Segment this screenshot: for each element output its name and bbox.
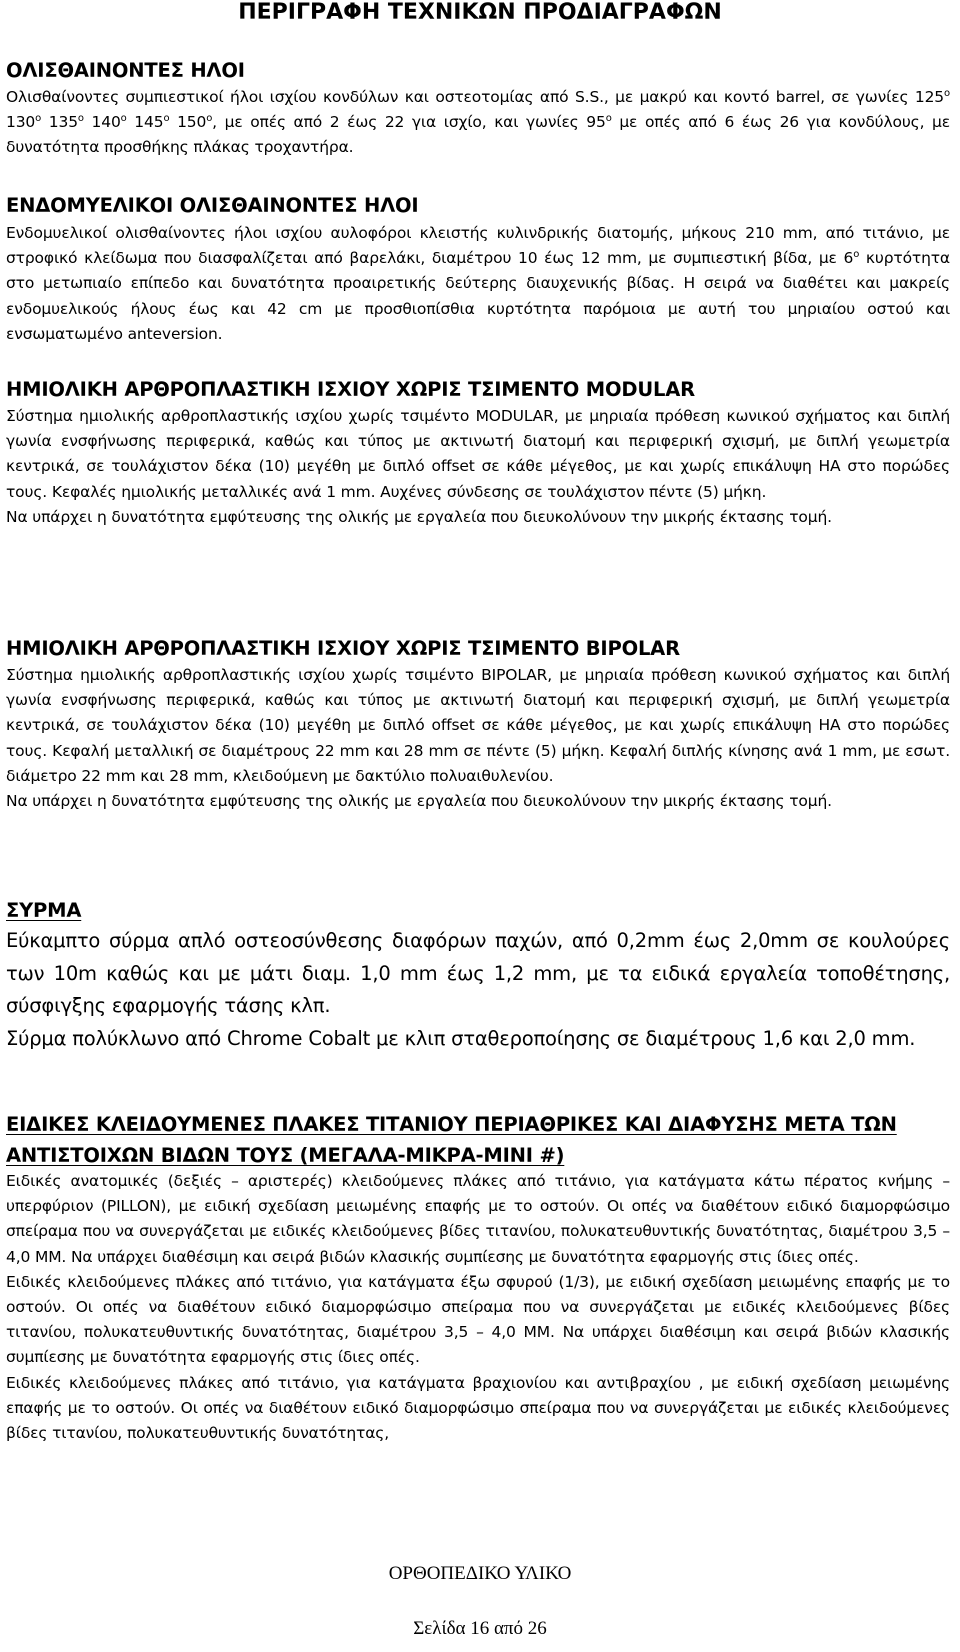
section-paragraph: Να υπάρχει η δυνατότητα εμφύτευσης της ολικής με εργαλεία που διευκολύνουν την μικρής έκτασης τομή. bbox=[6, 792, 832, 811]
section-locking-plates bbox=[6, 1109, 950, 1446]
section-heading: ΟΛΙΣΘΑΙΝΟΝΤΕΣ ΗΛΟΙ bbox=[6, 59, 245, 82]
section-paragraph: Ειδικές κλειδούμενες πλάκες από τιτάνιο, για κατάγματα έξω σφυρού (1/3), με ειδική σχεδίαση μειωμένης επαφής με το οστούν. Οι οπές να διαθέτουν ειδικό διαμορφώσιμο σπείραμα που να συνεργάζεται με ειδικές κλειδούμενες βίδες τιτανίου, πολυκατευθυντικής δυνατότητας, διαμέτρου 3,5 – 4,0 ΜΜ. Να υπάρχει διαθέσιμη και σειρά βιδών κλασικής συμπίεσης με δυνατότητα εφαρμογής στις ίδιες οπές. bbox=[6, 1272, 950, 1367]
section-heading: ΗΜΙΟΛΙΚΗ ΑΡΘΡΟΠΛΑΣΤΙΚΗ ΙΣΧΙΟΥ ΧΩΡΙΣ ΤΣΙΜΕΝΤΟ MODULAR bbox=[6, 378, 695, 401]
page-number: Σελίδα 16 από 26 bbox=[413, 1618, 547, 1639]
section-intramedullary-nails bbox=[6, 193, 950, 347]
section-paragraph: Ειδικές κλειδούμενες πλάκες από τιτάνιο, για κατάγματα βραχιονίου και αντιβραχίου , με ειδική σχεδίαση μειωμένης επαφής με το οστούν. Οι οπές να διαθέτουν ειδικό διαμορφώσιμο σπείραμα που να συνεργάζεται με ειδικές κλειδούμενες βίδες τιτανίου, πολυκατευθυντικής δυνατότητας, bbox=[6, 1373, 950, 1443]
section-modular-hemiarthroplasty bbox=[6, 377, 950, 530]
section-paragraph: Σύστημα ημιολικής αρθροπλαστικής ισχίου χωρίς τσιμέντο MODULAR, με μηριαία πρόθεση κωνικού σχήματος και διπλή γωνία ενσφήνωσης περιφερικά, καθώς και τύπος με ακτινωτή διατομή και περιφερική σχισμή, με διπλή γεωμετρία κεντρικά, σε τουλάχιστον δέκα (10) μεγέθη με διπλό offset σε κάθε μέγεθος, με και χωρίς επικάλυψη HA στο πορώδες τους. Κεφαλές ημιολικής μεταλλικές ανά 1 mm. Αυχένες σύνδεσης σε τουλάχιστον πέντε (5) μήκη. bbox=[6, 407, 950, 501]
section-paragraph: Ενδομυελικοί ολισθαίνοντες ήλοι ισχίου αυλοφόροι κλειστής κυλινδρικής διατομής, μήκους 210 mm, από τιτάνιο, με στροφικό κλείδωμα που διασφαλίζεται από βαρελάκι, διαμέτρου 10 έως 12 mm, με συμπιεστική βίδα, με $6^o$ κυρτότητα στο μετωπιαίο επίπεδο και δυνατότητα προαιρετικής δεύτερης διαυχενικής βίδας. Η σειρά να διαθέτει και μακρείς ενδομυελικούς ήλους έως και 42 cm με προσθιοπίσθια κυρτότητα παρόμοια με αυτή του μηριαίου οστού και ενσωματωμένο anteversion. bbox=[6, 224, 951, 343]
section-heading: ΗΜΙΟΛΙΚΗ ΑΡΘΡΟΠΛΑΣΤΙΚΗ ΙΣΧΙΟΥ ΧΩΡΙΣ ΤΣΙΜΕΝΤΟ BIPOLAR bbox=[6, 637, 680, 660]
section-paragraph: Ολισθαίνοντες συμπιεστικοί ήλοι ισχίου κονδύλων και οστεοτομίας από S.S., με μακρύ και κοντό barrel, σε γωνίες $125^o$ $130^o$ $135^o$ $140^o$ $145^o$ $150^o$, με οπές από 2 έως 22 για ισχίο, και γωνίες $95^o$ με οπές από 6 έως 26 για κονδύλους, με δυνατότητα προσθήκης πλάκας τροχαντήρα. bbox=[6, 87, 950, 157]
section-paragraph: Σύρμα πολύκλωνο από Chrome Cobalt με κλιπ σταθεροποίησης σε διαμέτρους 1,6 και 2,0 mm. bbox=[6, 1026, 916, 1050]
section-bipolar-hemiarthroplasty bbox=[6, 636, 950, 814]
section-paragraph: Να υπάρχει η δυνατότητα εμφύτευσης της ολικής με εργαλεία που διευκολύνουν την μικρής έκτασης τομή. bbox=[6, 507, 832, 526]
section-wire bbox=[6, 898, 950, 1055]
section-sliding-nails bbox=[6, 58, 950, 161]
section-heading: ΕΝΔΟΜΥΕΛΙΚΟΙ ΟΛΙΣΘΑΙΝΟΝΤΕΣ ΗΛΟΙ bbox=[6, 194, 419, 217]
section-paragraph: Ειδικές ανατομικές (δεξιές – αριστερές) κλειδούμενες πλάκες από τιτάνιο, για κατάγματα κάτω πέρατος κνήμης – υπερφύριον (PILLON), με ειδική σχεδίαση μειωμένης επαφής με το οστούν. Οι οπές να διαθέτουν ειδικό διαμορφώσιμο σπείραμα που να συνεργάζεται με ειδικές κλειδούμενες βίδες τιτανίου, πολυκατευθυντικής δυνατότητας, διαμέτρου 3,5 – 4,0 ΜΜ. Να υπάρχει διαθέσιμη και σειρά βιδών κλασικής συμπίεσης με δυνατότητα εφαρμογής στις ίδιες οπές. bbox=[6, 1172, 950, 1266]
section-paragraph: Εύκαμπτο σύρμα απλό οστεοσύνθεσης διαφόρων παχών, από 0,2mm έως 2,0mm σε κουλούρες των 10m καθώς και με μάτι διαμ. 1,0 mm έως 1,2 mm, με τα ειδικά εργαλεία τοποθέτησης, σύσφιγξης εφαρμογής τάσης κλπ. bbox=[6, 929, 950, 1017]
page-title: ΠΕΡΙΓΡΑΦΗ ΤΕΧΝΙΚΩΝ ΠΡΟΔΙΑΓΡΑΦΩΝ bbox=[238, 0, 722, 25]
section-paragraph: Σύστημα ημιολικής αρθροπλαστικής ισχίου χωρίς τσιμέντο BIPOLAR, με μηριαία πρόθεση κωνικού σχήματος και διπλή γωνία ενσφήνωσης περιφερικά, καθώς και τύπος με ακτινωτή διατομή και περιφερική σχισμή, με διπλή γεωμετρία κεντρικά, σε τουλάχιστον δέκα (10) μεγέθη με διπλό offset σε κάθε μέγεθος, με και χωρίς επικάλυψη HA στο πορώδες τους. Κεφαλή μεταλλική σε διαμέτρους 22 mm και 28 mm σε πέντε (5) μήκη. Κεφαλή διπλής κίνησης ανά 1 mm, με εσωτ. διάμετρο 22 mm και 28 mm, κλειδούμενη με δακτύλιο πολυαιθυλενίου. bbox=[6, 666, 950, 785]
section-heading: ΕΙΔΙΚΕΣ ΚΛΕΙΔΟΥΜΕΝΕΣ ΠΛΑΚΕΣ ΤΙΤΑΝΙΟΥ ΠΕΡΙΑΘΡΙΚΕΣ ΚΑΙ ΔΙΑΦΥΣΗΣ ΜΕΤΑ ΤΩΝ ΑΝΤΙΣΤΟΙΧΩΝ ΒΙΔΩΝ ΤΟΥΣ (ΜΕΓΑΛΑ-ΜΙΚΡΑ-ΜΙΝΙ #) bbox=[6, 1113, 897, 1167]
section-heading: ΣΥΡΜΑ bbox=[6, 899, 82, 922]
footer-category: ΟΡΘΟΠΕΔΙΚΟ ΥΛΙΚΟ bbox=[388, 1563, 572, 1584]
